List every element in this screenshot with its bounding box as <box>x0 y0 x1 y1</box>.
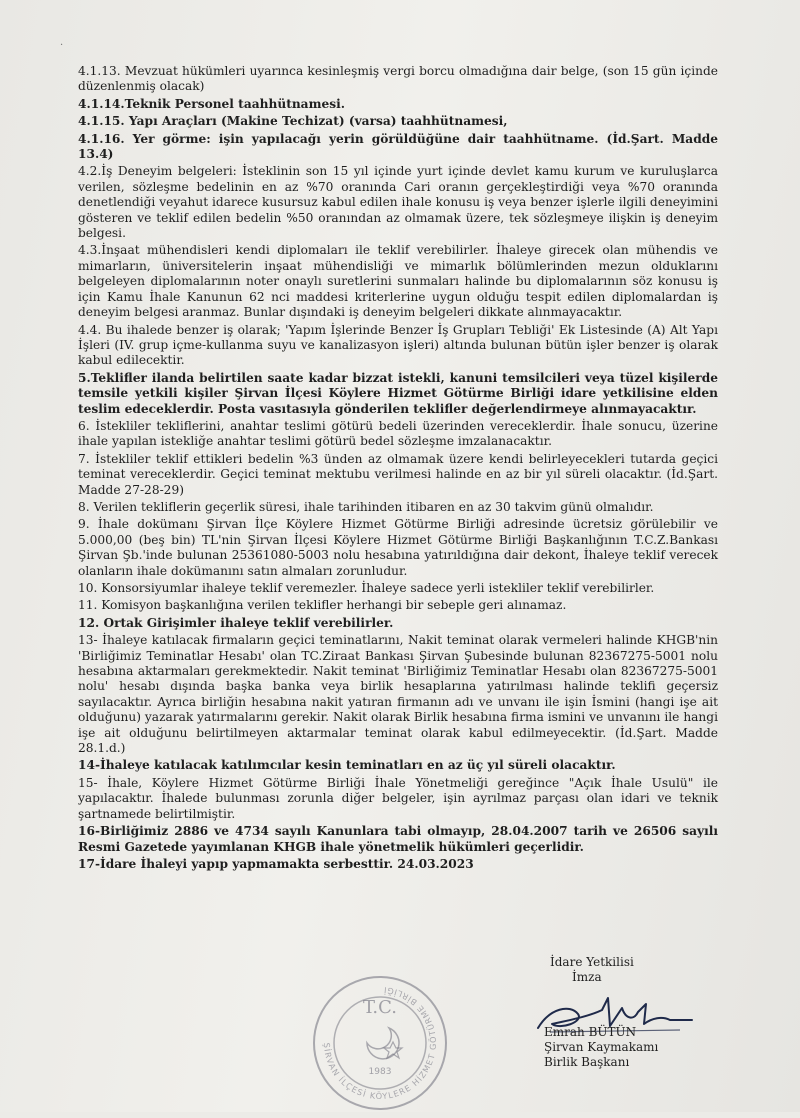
item-14: 14-İhaleye katılacak katılımcılar kesin teminatları en az üç yıl süreli olacaktır. <box>78 758 616 773</box>
item-4-2: 4.2.İş Deneyim belgeleri: İsteklinin son 15 yıl içinde yurt içinde devlet kamu kurum ve kuruluşlarca verilen, sözleşme bedelinin en az %70 oranında Cari oranın gerçekleştirdiği veya %70 oranında denetlendiği veyahut idarece kusursuz kabul edilen ihale konusu iş veya benzer işlerle ilgili deneyimini gösteren ve teklif edilen bedelin %50 oranından az olmamak üzere, tek sözleşmeye ilişkin iş deneyim belgesi. <box>78 164 718 241</box>
item-4-1-16: 4.1.16. Yer görme: işin yapılacağı yerin görüldüğüne dair taahhütname. (İd.Şart. Madde 13.4) <box>78 131 718 162</box>
item-5: 5.Teklifler ilanda belirtilen saate kadar bizzat istekli, kanuni temsilcileri veya tüzel kişilerde temsile yetkili kişiler Şirvan İlçesi Köylere Hizmet Götürme Birliği idare yetkilisine elden teslim edeceklerdir. Posta vasıtasıyla gönderilen teklifler değerlendirmeye alınmayacaktır. <box>78 370 718 416</box>
document-body <box>78 64 718 874</box>
signer-role: Şirvan Kaymakamı <box>544 1040 659 1054</box>
item-10: 10. Konsorsiyumlar ihaleye teklif veremezler. İhaleye sadece yerli istekliler teklif verebilirler. <box>78 581 655 595</box>
item-8: 8. Verilen tekliflerin geçerlik süresi, ihale tarihinden itibaren en az 30 takvim günü olmalıdır. <box>78 499 654 514</box>
signer-name: Emrah BÜTÜN <box>544 1025 637 1039</box>
signature-title: İdare Yetkilisi <box>550 955 634 969</box>
item-4-4: 4.4. Bu ihalede benzer iş olarak; 'Yapım İşlerinde Benzer İş Grupları Tebliği' Ek Listesinde (A) Alt Yapı İşleri (IV. grup içme-kullanma suyu ve kanalizasyon işleri) altında bulunan bütün işler benzer iş olarak kabul edilecektir. <box>78 322 718 368</box>
signature-label: İmza <box>572 970 602 984</box>
item-4-3: 4.3.İnşaat mühendisleri kendi diplomaları ile teklif verebilirler. İhaleye girecek olan mühendis ve mimarların, üniversitelerin inşaat mühendisliği ve mimarlık bölümlerinden mezun olduklarını belgeleyen diplomalarının noter onaylı suretlerini sunmaları halinde bu diplomalarının söz konusu iş için Kamu İhale Kanunun 62 nci maddesi kriterlerine uygun olduğu tespit edilen diplomalardan iş deneyim belgesi aranmaz. Bunlar dışındaki iş deneyim belgeleri dikkate alınmayacaktır. <box>78 243 718 320</box>
item-12: 12. Ortak Girişimler ihaleye teklif verebilirler. <box>78 615 394 630</box>
item-17: 17-İdare İhaleyi yapıp yapmamakta serbesttir. 24.03.2023 <box>78 856 474 871</box>
seal-emblem-text: T.C. <box>363 997 397 1018</box>
item-6: 6. İstekliler tekliflerini, anahtar teslimi götürü bedeli üzerinden vereceklerdir. İhale sonucu, üzerine ihale yapılan istekliğe anahtar teslimi götürü bedel sözleşme imzalanacaktır. <box>78 418 718 449</box>
item-4-1-14: 4.1.14.Teknik Personel taahhütnamesi. <box>78 96 345 111</box>
signer-position: Birlik Başkanı <box>544 1055 630 1069</box>
item-15: 15- İhale, Köylere Hizmet Götürme Birliği İhale Yönetmeliği gereğince "Açık İhale Usulü" ile yapılacaktır. İhalede bulunması zorunla diğer belgeler, işin ayrılmaz parçası olan idari ve teknik şartnamede belirtilmiştir. <box>78 775 718 821</box>
official-seal <box>305 968 455 1118</box>
item-16: 16-Birliğimiz 2886 ve 4734 sayılı Kanunlara tabi olmayıp, 28.04.2007 tarih ve 26506 sayılı Resmi Gazetede yayımlanan KHGB ihale yönetmelik hükümleri geçerlidir. <box>78 824 718 854</box>
seal-ring-text: ŞİRVAN İLÇESİ KÖYLERE HİZMET GÖTÜRME BİRLİĞİ <box>321 985 439 1102</box>
item-9: 9. İhale dokümanı Şirvan İlçe Köylere Hizmet Götürme Birliği adresinde ücretsiz görülebilir ve 5.000,00 (beş bin) TL'nin Şirvan İlçesi Köylere Hizmet Götürme Birliği Başkanlığının T.C.Z.Bankası Şirvan Şb.'inde bulunan 25361080-5003 nolu hesabına yatırıldığına dair dekont, İhaleye teklif verecek olanların ihale dokümanını satın almaları zorunludur. <box>78 517 718 578</box>
scan-mark: · <box>60 40 64 51</box>
item-4-1-13: 4.1.13. Mevzuat hükümleri uyarınca kesinleşmiş vergi borcu olmadığına dair belge, (son 15 gün içinde düzenlenmiş olacak) <box>78 64 718 94</box>
seal-year: 1983 <box>368 1067 392 1077</box>
signature-block <box>540 955 720 1070</box>
item-4-1-15: 4.1.15. Yapı Araçları (Makine Techizat) (varsa) taahhütnamesi, <box>78 114 508 129</box>
item-11: 11. Komisyon başkanlığına verilen teklifler herhangi bir sebeple geri alınamaz. <box>78 598 567 613</box>
item-13: 13- İhaleye katılacak firmaların geçici teminatlarını, Nakit teminat olarak vermeleri halinde KHGB'nin 'Birliğimiz Teminatlar Hesabı' olan TC.Ziraat Bankası Şirvan Şubesinde bulunan 82367275-5001 nolu hesabına aktarmaları gerekmektedir. Nakit teminat 'Birliğimiz Teminatlar Hesabı olan 82367275-5001 nolu' hesabı dışında başka banka veya birlik hesaplarına yatırılması halinde teklifi geçersiz sayılacaktır. Ayrıca birliğin hesabına nakit yatıran firmanın adı ve unvanı ile işin İsmini (hangi işe ait olduğunu) yazarak yatırmalarını gerekir. Nakit olarak Birlik hesabına firma ismini ve unvanını ile hangi işe ait olduğunu belirtilmeyen aktarmalar teminat olarak kabul edilmeyecektir. (İd.Şart. Madde 28.1.d.) <box>78 633 718 756</box>
item-7: 7. İstekliler teklif ettikleri bedelin %3 ünden az olmamak üzere kendi belirleyecekleri tutarda geçici teminat vereceklerdir. Geçici teminat mektubu verilmesi halinde en az bir yıl süreli olacaktır. (İd.Şart. Madde 27-28-29) <box>78 451 718 497</box>
